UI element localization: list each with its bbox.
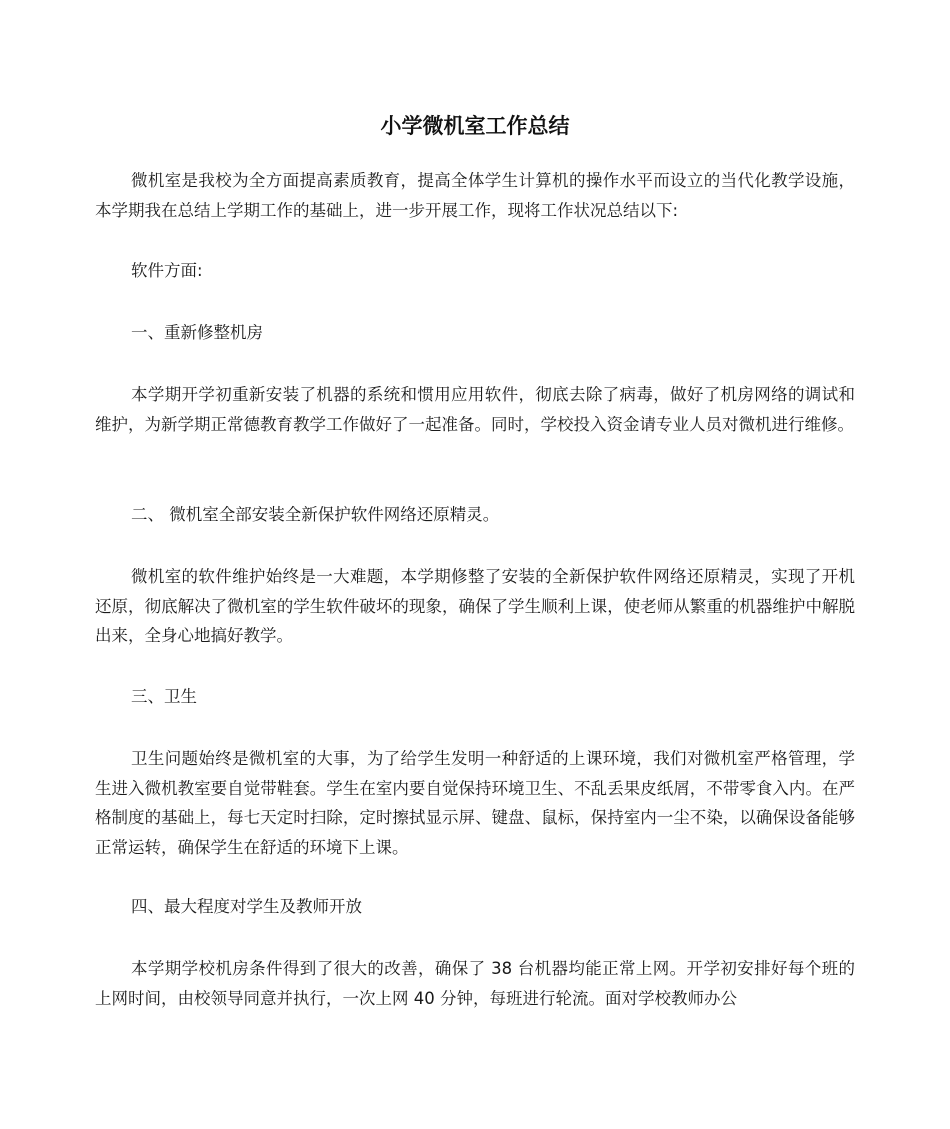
section-heading-2: 二、 微机室全部安装全新保护软件网络还原精灵。	[131, 505, 500, 524]
section-heading-1: 一、重新修整机房	[131, 323, 263, 342]
section-heading-software: 软件方面:	[131, 261, 203, 280]
section-heading-4: 四、最大程度对学生及教师开放	[131, 897, 362, 916]
section-body-3: 卫生问题始终是微机室的大事，为了给学生发明一种舒适的上课环境，我们对微机室严格管理，学生进入微机教室要自觉带鞋套。学生在室内要自觉保持环境卫生、不乱丢果皮纸屑，不带零食入内。在严格制度的基础上，每七天定时扫除，定时擦拭显示屏、键盘、鼠标，保持室内一尘不染，以确保设备能够正常运转，确保学生在舒适的环境下上课。	[95, 749, 855, 857]
intro-paragraph: 微机室是我校为全方面提高素质教育，提高全体学生计算机的操作水平而设立的当代化教学设施，本学期我在总结上学期工作的基础上，进一步开展工作，现将工作状况总结以下:	[95, 171, 855, 220]
section-body-4: 本学期学校机房条件得到了很大的改善，确保了 38 台机器均能正常上网。开学初安排好每个班的上网时间，由校领导同意并执行，一次上网 40 分钟，每班进行轮流。面对学校教师办公	[95, 959, 855, 1008]
document-title: 小学微机室工作总结	[380, 114, 570, 139]
section-body-1: 本学期开学初重新安装了机器的系统和惯用应用软件，彻底去除了病毒，做好了机房网络的调试和维护，为新学期正常德教育教学工作做好了一起准备。同时，学校投入资金请专业人员对微机进行维修。	[95, 385, 855, 434]
section-heading-3: 三、卫生	[131, 687, 197, 706]
section-body-2: 微机室的软件维护始终是一大难题，本学期修整了安装的全新保护软件网络还原精灵，实现了开机还原，彻底解决了微机室的学生软件破坏的现象，确保了学生顺利上课，使老师从繁重的机器维护中解脱出来，全身心地搞好教学。	[95, 567, 855, 645]
